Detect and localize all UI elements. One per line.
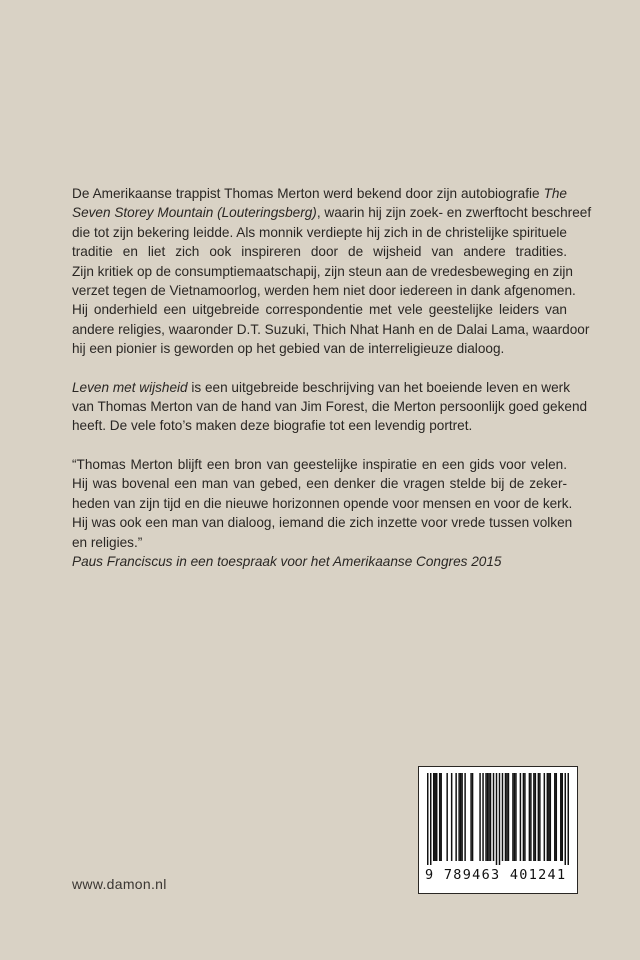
barcode-bar [554, 773, 555, 861]
isbn-number: 9 789463 401241 [425, 867, 567, 883]
text-run: verzet tegen de Vietnamoorlog, werden hem niet door iedereen in dank afgenomen. [72, 283, 576, 299]
text-run: De Amerikaanse trappist Thomas Merton werd bekend door zijn autobiografie [72, 186, 544, 201]
barcode-bar [529, 773, 530, 861]
text-run: Zijn kritiek op de consumptiemaatschapij, zijn steun aan de vredesbeweging en zijn [72, 263, 573, 279]
barcode-bar [550, 773, 551, 861]
barcode-bar [458, 773, 459, 861]
barcode-bar [487, 773, 488, 861]
barcode-bar [556, 773, 557, 861]
text-line [72, 474, 567, 493]
barcode-bar [524, 773, 525, 861]
barcode-bar [472, 773, 473, 861]
text-line [72, 378, 570, 397]
barcode-bar [512, 773, 513, 861]
text-line [72, 281, 576, 300]
text-line [72, 533, 567, 552]
text-run: , waarin hij zijn zoek- en zwerftocht beschreef [316, 205, 592, 221]
barcode-bar [496, 773, 497, 865]
barcode-bar [451, 773, 452, 861]
text-run: andere religies, waaronder D.T. Suzuki, Thich Nhat Hanh en de Dalai Lama, waardoor [72, 321, 590, 337]
barcode-bar [430, 773, 431, 865]
back-cover-text [72, 184, 592, 571]
quote-attribution [72, 552, 567, 571]
barcode-bar [520, 773, 521, 861]
text-line [72, 184, 567, 203]
isbn-barcode [418, 766, 578, 894]
text-run: traditie en liet zich ook inspireren door de wijsheid van andere tradities. [72, 244, 567, 260]
text-run: Hij was bovenal een man van gebed, een denker die vragen stelde bij de zeker- [72, 476, 567, 492]
barcode-bar [560, 773, 561, 861]
text-line [72, 300, 567, 319]
barcode-bar [427, 773, 428, 865]
barcode-bar [562, 773, 563, 861]
barcode-bar [548, 773, 549, 861]
text-run: Hij onderhield een uitgebreide correspondentie met vele geestelijke leiders van [72, 302, 567, 318]
text-run: Hij was ook een man van dialoog, iemand die zich inzette voor vrede tussen volken [72, 515, 573, 531]
text-line [72, 223, 567, 242]
text-line [72, 513, 573, 532]
book-description-paragraph [72, 378, 588, 436]
barcode-bar [485, 773, 486, 861]
barcode-bar [455, 773, 456, 861]
italic-run: Leven met wijsheid [72, 379, 188, 395]
barcode-bar [508, 773, 509, 861]
text-run: die tot zijn bekering leidde. Als monnik verdiepte hij zich in de christelijke spirituele [72, 224, 567, 240]
barcode-bar [499, 773, 500, 865]
barcode-bar [436, 773, 437, 861]
barcode-bar [533, 773, 534, 861]
barcode-bar [470, 773, 471, 861]
barcode-bar [479, 773, 480, 861]
text-run: van Thomas Merton van de hand van Jim Forest, die Merton persoonlijk goed gekend [72, 399, 588, 415]
text-line [72, 242, 567, 261]
text-run: hij een pionier is geworden op het gebied van de interreligieuze dialoog. [72, 341, 505, 357]
barcode-bar [514, 773, 515, 861]
publisher-website[interactable]: www.damon.nl [72, 876, 167, 892]
text-line [72, 262, 573, 281]
barcode-bar [460, 773, 461, 861]
pope-quote [72, 455, 573, 552]
barcode-bar [523, 773, 524, 861]
attribution-text: Paus Franciscus in een toespraak voor het Amerikaanse Congres 2015 [72, 553, 502, 569]
barcode-bar [502, 773, 503, 861]
barcode-bar [515, 773, 516, 861]
italic-run: The [543, 186, 567, 201]
text-run: “Thomas Merton blijft een bron van geestelijke inspiratie en een gids voor velen. [72, 456, 567, 472]
barcode-bar [488, 773, 489, 861]
text-run: heden van zijn tijd en die nieuwe horizonnen opende voor mensen en voor de kerk. [72, 495, 573, 511]
text-run: heeft. De vele foto’s maken deze biografie tot een levendig portret. [72, 418, 473, 434]
text-run: is een uitgebreide beschrijving van het boeiende leven en werk [187, 379, 570, 395]
barcode-bar [439, 773, 440, 861]
barcode-bar [530, 773, 531, 861]
text-line [72, 455, 567, 474]
barcode-bar [535, 773, 536, 861]
text-line [72, 320, 590, 339]
text-line [72, 494, 573, 513]
barcode-bar [565, 773, 566, 865]
text-line [72, 397, 588, 416]
barcode-bar [433, 773, 434, 861]
barcode-bar [464, 773, 465, 861]
barcode-bar [482, 773, 483, 861]
barcode-bar [446, 773, 447, 861]
text-line [72, 339, 567, 358]
barcode-bar [506, 773, 507, 861]
barcode-bar [544, 773, 545, 861]
italic-run: Seven Storey Mountain (Louteringsberg) [72, 205, 317, 221]
text-line [72, 203, 592, 222]
text-run: en religies.” [72, 534, 143, 550]
barcode-bars [427, 773, 569, 865]
barcode-bar [547, 773, 548, 861]
text-line [72, 416, 567, 435]
barcode-bar [539, 773, 540, 861]
intro-paragraph [72, 184, 592, 359]
barcode-bar [505, 773, 506, 861]
barcode-bar [434, 773, 435, 861]
barcode-bar [493, 773, 494, 861]
barcode-bar [538, 773, 539, 861]
barcode-bar [440, 773, 441, 861]
barcode-bar [461, 773, 462, 861]
barcode-bar [568, 773, 569, 865]
barcode-bar [490, 773, 491, 861]
